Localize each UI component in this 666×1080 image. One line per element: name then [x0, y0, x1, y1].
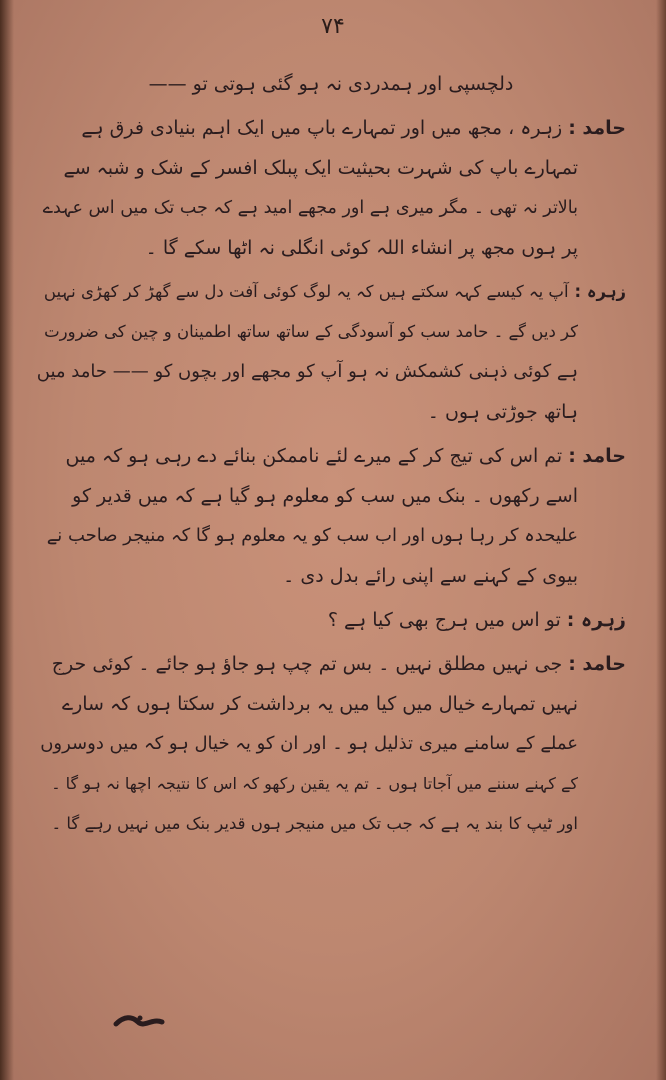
line-text: اور ٹیپ کا بند یہ ہے کہ جب تک میں منیجر ہوں قدیر بنک میں نہیں رہے گا ۔: [51, 814, 578, 833]
text-line: [36, 516, 626, 556]
speaker-name: زہرہ :: [574, 282, 626, 301]
line-text: تم اس کی تیج کر کے میرے لئے ناممکن بنائے دے رہی ہو کہ میں: [65, 445, 563, 467]
line-text: عملے کے سامنے میری تذلیل ہو ۔ اور ان کو یہ خیال ہو کہ میں دوسروں: [40, 733, 578, 754]
ink-smudge-mark: [112, 1010, 168, 1034]
text-line: [36, 476, 626, 516]
line-text: تمہارے باپ کی شہرت بحیثیت ایک پبلک افسر کے شک و شبہ سے: [63, 157, 578, 179]
text-line: [36, 684, 626, 724]
text-line: [36, 352, 626, 392]
line-text: علیحدہ کر رہا ہوں اور اب سب کو یہ معلوم ہو گا کہ منیجر صاحب نے: [46, 525, 578, 546]
line-text: بالاتر نہ تھی ۔ مگر میری ہے اور مجھے امید ہے کہ جب تک میں اس عہدے: [42, 198, 578, 218]
line-text: کر دیں گے ۔ حامد سب کو آسودگی کے ساتھ ساتھ اطمینان و چین کی ضرورت: [44, 322, 578, 341]
line-text: بیوی کے کہنے سے اپنی رائے بدل دی ۔: [283, 565, 578, 587]
text-line: [36, 556, 626, 596]
line-text: اسے رکھوں ۔ بنک میں سب کو معلوم ہو گیا ہے کہ میں قدیر کو: [72, 485, 578, 507]
line-text: ہاتھ جوڑتی ہوں ۔: [427, 401, 578, 423]
line-text: تو اس میں ہرج بھی کیا ہے ؟: [327, 609, 561, 631]
line-text: ہے کوئی ذہنی کشمکش نہ ہو آپ کو مجھے اور بچوں کو —— حامد میں: [36, 361, 578, 382]
text-line: [36, 804, 626, 844]
line-text: جی نہیں مطلق نہیں ۔ بس تم چپ ہو جاؤ ہو جائے ۔ کوئی حرج: [51, 653, 563, 675]
line-text: آپ یہ کیسے کہہ سکتے ہیں کہ یہ لوگ کوئی آفت دل سے گھڑ کر کھڑی نہیں: [43, 282, 569, 301]
text-line: [36, 188, 626, 228]
line-text: دلچسپی اور ہمدردی نہ ہو گئی ہوتی تو ——: [148, 73, 514, 95]
line-text: نہیں تمہارے خیال میں کیا میں یہ برداشت کر سکتا ہوں کہ سارے: [61, 693, 578, 715]
speaker-name: حامد :: [568, 117, 626, 139]
page-text: [36, 64, 626, 844]
text-line: [36, 108, 626, 148]
text-line: [36, 228, 626, 268]
text-line: [36, 148, 626, 188]
speaker-name: حامد :: [568, 653, 626, 675]
page-number: ۷۴: [321, 14, 345, 39]
text-line: [36, 600, 626, 640]
text-line: [36, 436, 626, 476]
text-line: [36, 724, 626, 764]
line-text: کے کہنے سننے میں آجاتا ہوں ۔ تم یہ یقین رکھو کہ اس کا نتیجہ اچھا نہ ہو گا ۔: [51, 774, 578, 793]
line-text: زہرہ ، مجھ میں اور تمہارے باپ میں ایک اہم بنیادی فرق ہے: [81, 117, 563, 139]
text-line: [36, 764, 626, 804]
speaker-name: حامد :: [568, 445, 626, 467]
text-line: [36, 392, 626, 432]
text-line: [36, 644, 626, 684]
text-line: [36, 272, 626, 312]
text-line: [36, 64, 626, 104]
text-line: [36, 312, 626, 352]
line-text: پر ہوں مجھ پر انشاء اللہ کوئی انگلی نہ اٹھا سکے گا ۔: [145, 237, 578, 259]
speaker-name: زہرہ :: [566, 609, 626, 631]
